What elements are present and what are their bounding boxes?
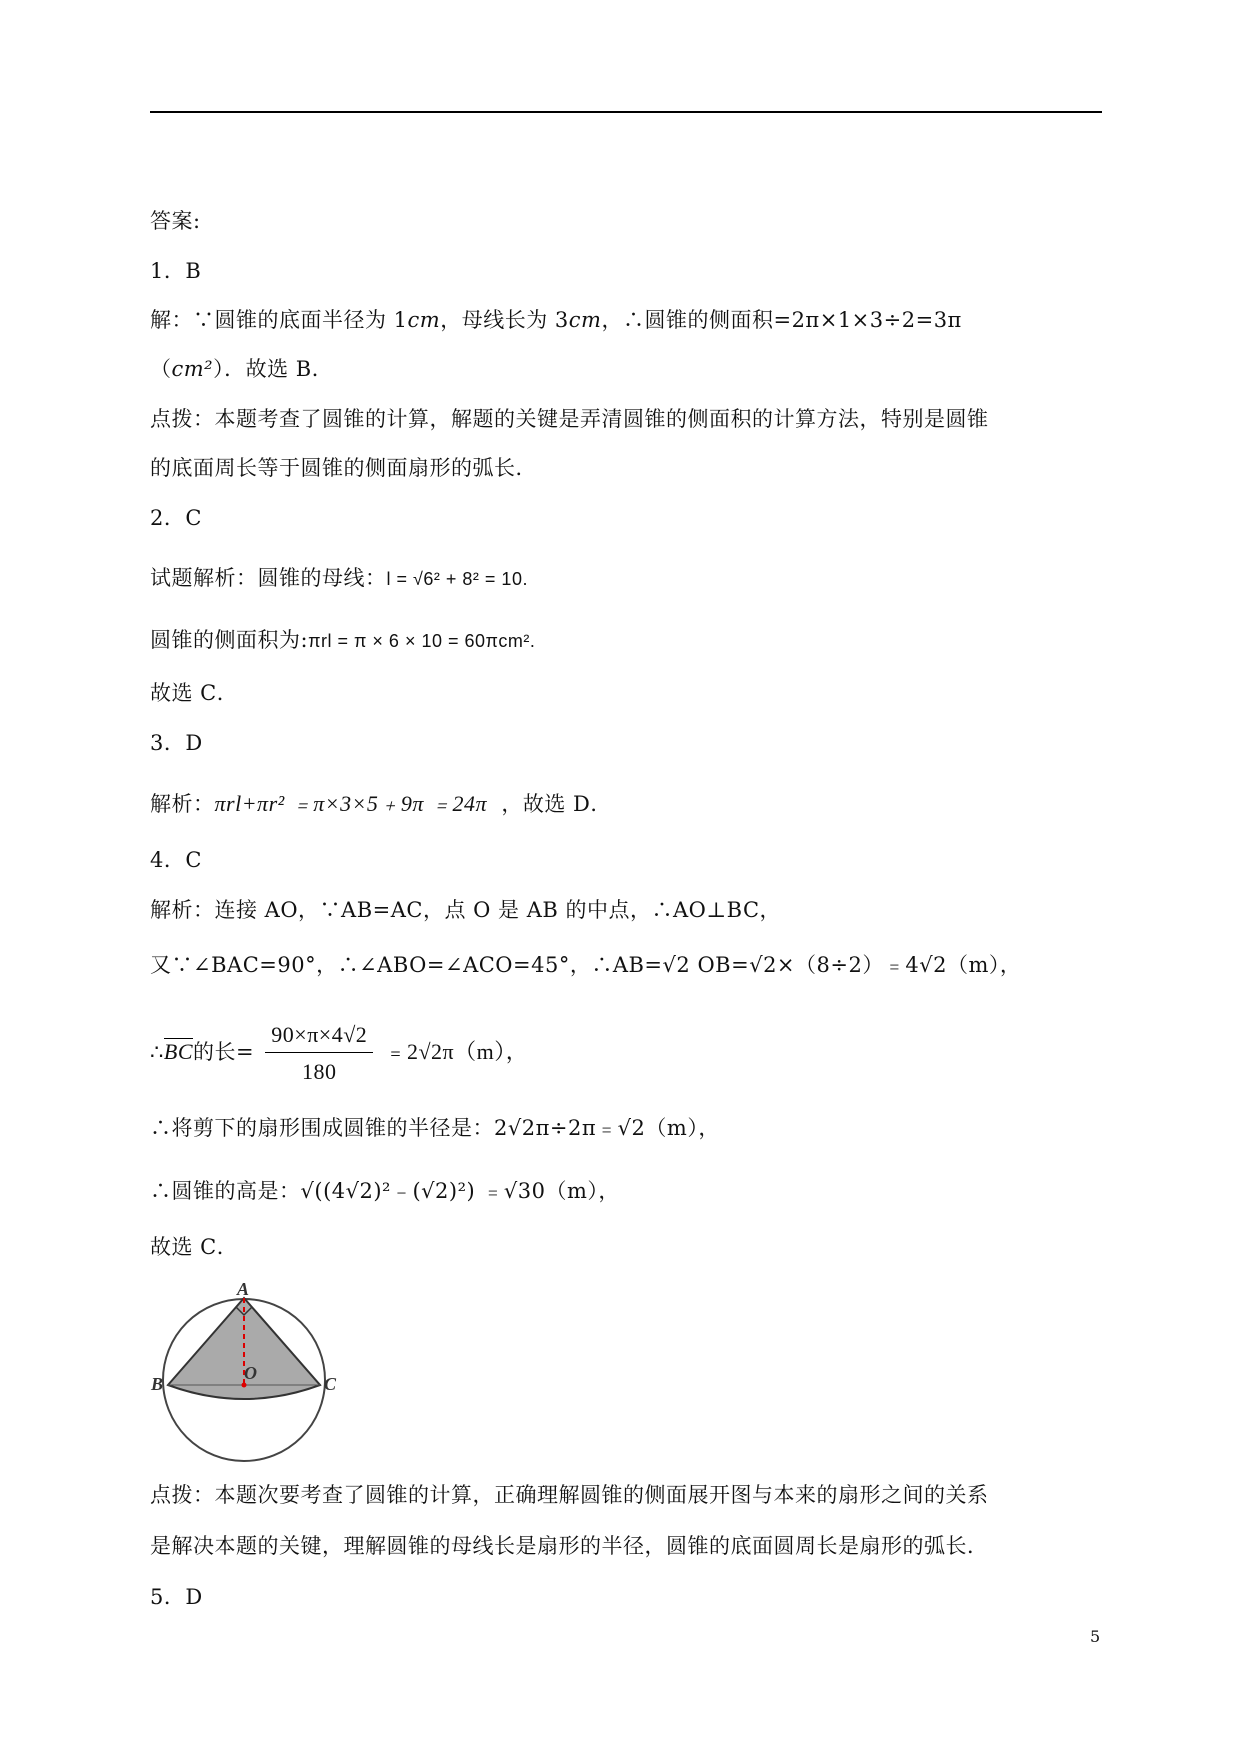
center-point xyxy=(242,1383,247,1388)
q4-answer: 4．C xyxy=(150,848,202,872)
q2-answer: 2．C xyxy=(150,506,202,530)
q4-solution-line1: 解析：连接 AO，∵AB=AC，点 O 是 AB 的中点，∴AO⊥BC， xyxy=(150,898,782,922)
label-b: B xyxy=(151,1374,164,1394)
q4-note-line2: 是解决本题的关键，理解圆锥的母线长是扇形的半径，圆锥的底面圆周长是扇形的弧长． xyxy=(150,1534,989,1558)
q1-answer: 1．B xyxy=(150,259,202,283)
q1-solution-line1: 解：∵圆锥的底面半径为 1cm，母线长为 3cm，∴圆锥的侧面积=2π×1×3÷2=3π xyxy=(150,308,962,332)
q2-solution-line2: 圆锥的侧面积为:πrl = π × 6 × 10 = 60πcm². xyxy=(150,628,536,652)
q3-answer: 3．D xyxy=(150,731,203,755)
q4-cone-radius: ∴将剪下的扇形围成圆锥的半径是：2√2π÷2π﹦√2（m）， xyxy=(150,1116,720,1140)
q4-conclusion: 故选 C． xyxy=(150,1235,239,1259)
q4-arc-length: ∴BC的长= $\frac{90\times\pi\times 4√2}{180}$ ﹦2√2π（m）， xyxy=(150,1022,529,1084)
q3-solution: 解析：πrl+πr² ﹦π×3×5﹢9π ﹦24π ，故选 D． xyxy=(150,791,612,816)
q4-cone-height: ∴圆锥的高是：√((4√2)²﹣(√2)²) ﹦√30（m）， xyxy=(150,1179,620,1203)
answer-heading: 答案: xyxy=(150,209,201,233)
page-number: 5 xyxy=(1090,1627,1101,1646)
q2-conclusion: 故选 C． xyxy=(150,681,239,705)
q1-note-line2: 的底面周长等于圆锥的侧面扇形的弧长． xyxy=(150,456,537,480)
label-a: A xyxy=(237,1283,250,1299)
q4-note-line1: 点拨：本题次要考查了圆锥的计算，正确理解圆锥的侧面展开图与本来的扇形之间的关系 xyxy=(150,1483,989,1507)
sector-circle-figure xyxy=(148,1283,348,1463)
label-o: O xyxy=(244,1363,257,1383)
q5-answer: 5．D xyxy=(150,1585,203,1609)
q2-solution-line1: 试题解析：圆锥的母线：l = √6² + 8² = 10. xyxy=(150,566,528,590)
q4-solution-line2: 又∵∠BAC=90°，∴∠ABO=∠ACO=45°，∴AB=√2 OB=√2×（8÷2）﹦4√2（m）， xyxy=(150,953,1022,977)
q1-note-line1: 点拨：本题考查了圆锥的计算，解题的关键是弄清圆锥的侧面积的计算方法，特别是圆锥 xyxy=(150,407,989,431)
q1-solution-line2: （cm²）．故选 B． xyxy=(150,357,334,381)
header-rule xyxy=(150,111,1102,113)
label-c: C xyxy=(324,1374,337,1394)
